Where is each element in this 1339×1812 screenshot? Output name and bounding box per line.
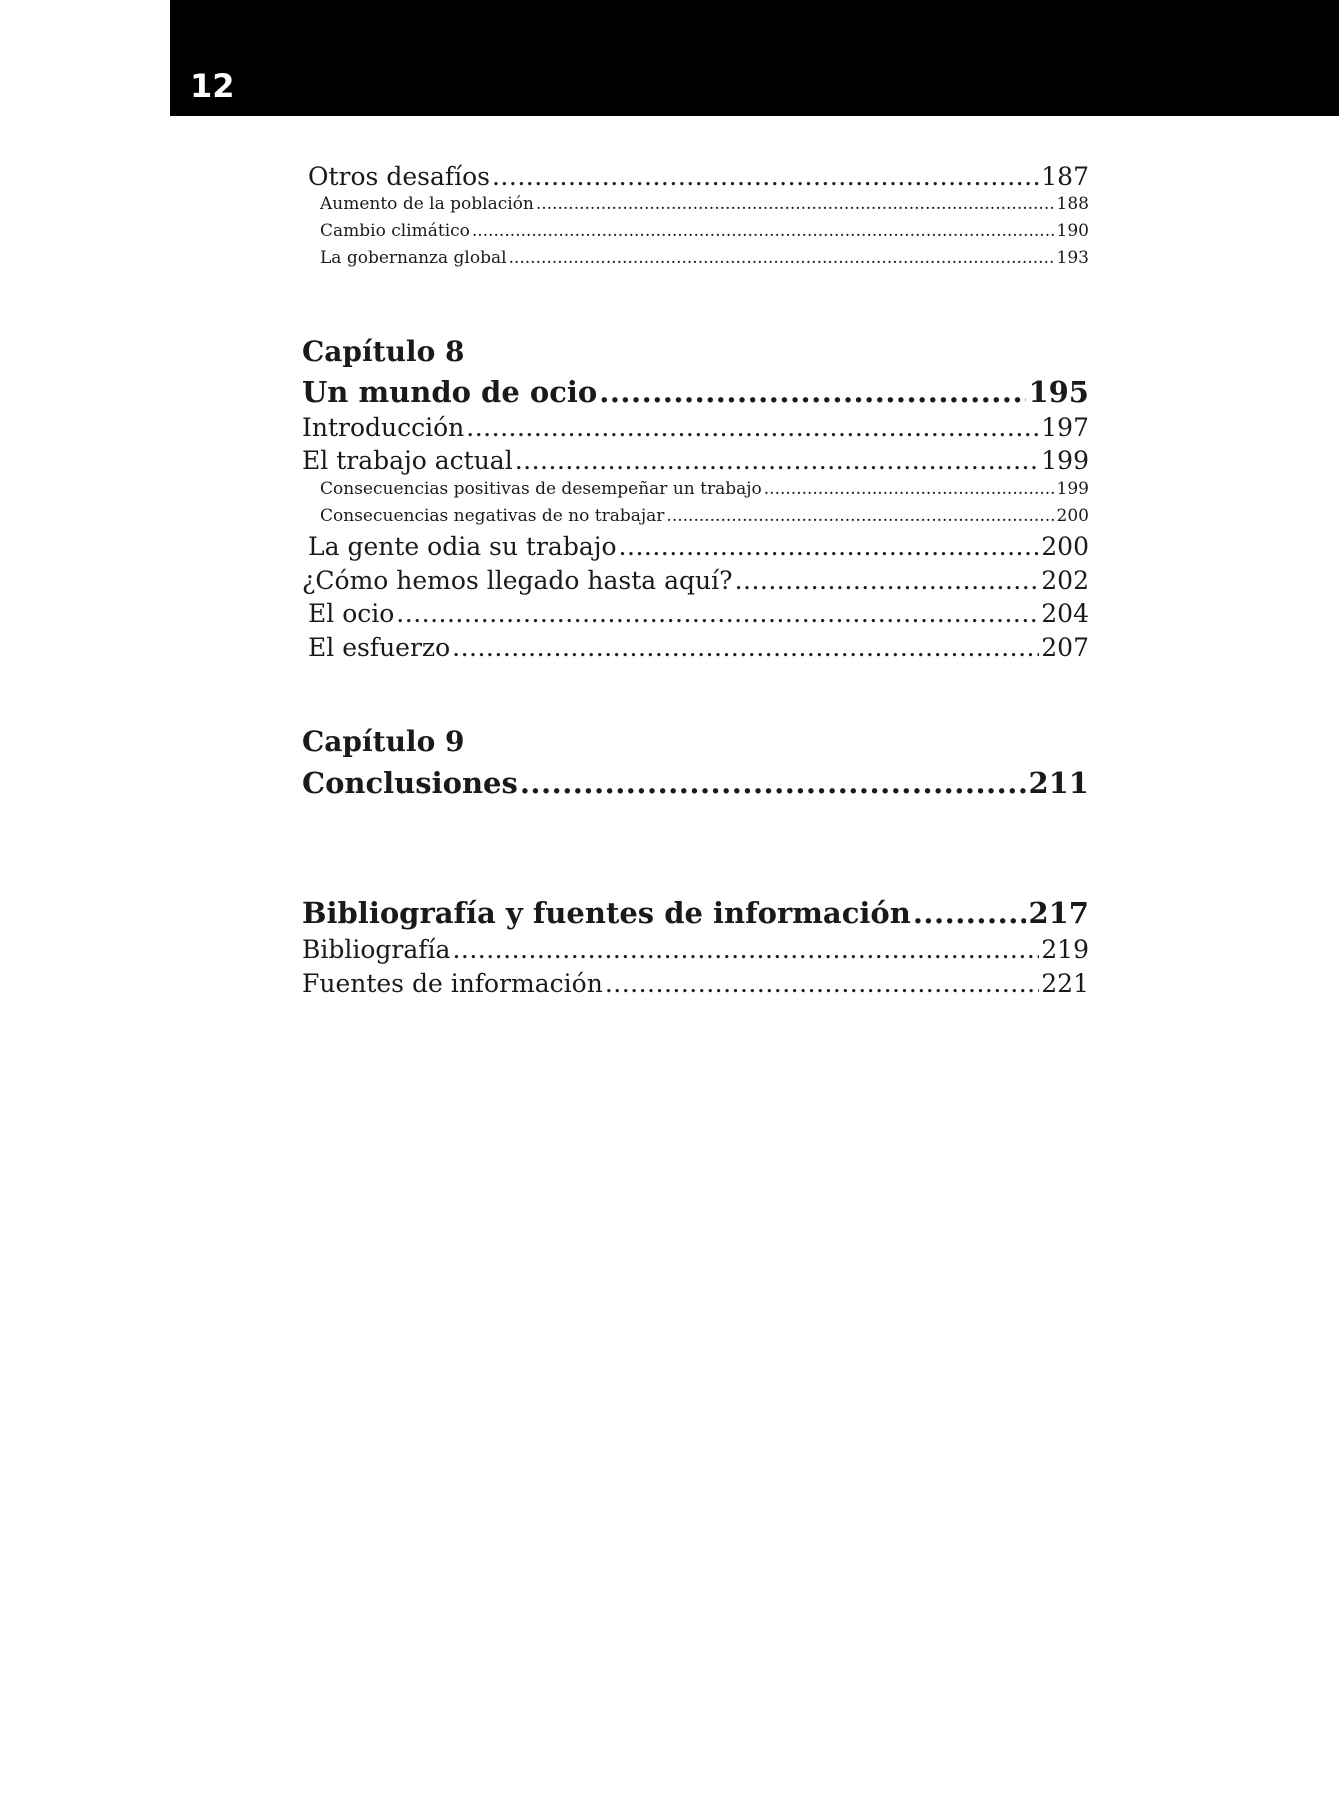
toc-entry[interactable] [302,598,1089,630]
chapter-title-entry[interactable] [302,763,1089,803]
chapter-title: Bibliografía y fuentes de información [302,896,911,930]
chapter-title: Conclusiones [302,766,518,800]
dot-leader [452,632,1039,664]
toc-entry-page: 187 [1041,162,1089,191]
toc-entry[interactable] [302,531,1089,563]
toc-entry[interactable] [302,968,1089,1000]
toc-entry-page: 204 [1041,599,1089,628]
chapter-title-entry[interactable] [302,893,1089,933]
dot-leader [509,246,1055,270]
chapter-page: 217 [1028,896,1089,930]
toc-entry-page: 199 [1056,479,1089,499]
toc-entry-page: 190 [1056,221,1089,241]
toc-entry-title: La gente odia su trabajo [308,532,617,561]
toc-entry-title: El trabajo actual [302,446,513,475]
toc-entry-title: Consecuencias positivas de desempeñar un trabajo [320,479,762,499]
toc-subentry[interactable] [302,219,1089,243]
toc-entry[interactable] [302,934,1089,966]
toc-entry-page: 207 [1041,633,1089,662]
dot-leader [619,531,1040,563]
toc-entry-title: ¿Cómo hemos llegado hasta aquí? [302,566,733,595]
toc-subentry[interactable] [302,504,1089,528]
dot-leader [536,192,1055,216]
toc-entry-title: Fuentes de información [302,969,603,998]
dot-leader [599,372,1026,412]
chapter-page: 195 [1028,375,1089,409]
chapter-title: Un mundo de ocio [302,375,598,409]
page-number: 12 [190,67,235,105]
chapter-label: Capítulo 8 [302,335,465,368]
toc-entry-title: La gobernanza global [320,248,507,268]
toc-entry[interactable] [302,412,1089,444]
toc-entry-page: 200 [1056,506,1089,526]
toc-entry-page: 221 [1041,969,1089,998]
dot-leader [605,968,1039,1000]
dot-leader [466,412,1039,444]
toc-entry-title: Consecuencias negativas de no trabajar [320,506,665,526]
dot-leader [492,161,1039,193]
dot-leader [520,763,1027,803]
toc-entry[interactable] [302,632,1089,664]
toc-entry-page: 197 [1041,413,1089,442]
toc-entry[interactable] [302,445,1089,477]
dot-leader [666,504,1054,528]
dot-leader [396,598,1039,630]
toc-entry[interactable] [302,565,1089,597]
chapter-label: Capítulo 9 [302,725,465,758]
toc-entry[interactable] [302,161,1089,193]
toc-entry-title: Otros desafíos [308,162,490,191]
toc-entry-title: El esfuerzo [308,633,451,662]
toc-entry-title: El ocio [308,599,395,628]
dot-leader [472,219,1055,243]
dot-leader [515,445,1040,477]
dot-leader [913,893,1027,933]
dot-leader [735,565,1040,597]
toc-subentry[interactable] [302,246,1089,270]
toc-entry-page: 219 [1041,935,1089,964]
toc-entry-page: 188 [1056,194,1089,214]
dot-leader [452,934,1039,966]
toc-entry-title: Bibliografía [302,935,451,964]
toc-subentry[interactable] [302,192,1089,216]
chapter-title-entry[interactable] [302,372,1089,412]
toc-entry-page: 193 [1056,248,1089,268]
chapter-page: 211 [1028,766,1089,800]
toc-entry-title: Introducción [302,413,465,442]
toc-entry-title: Aumento de la población [320,194,534,214]
toc-subentry[interactable] [302,477,1089,501]
toc-entry-title: Cambio climático [320,221,470,241]
dot-leader [764,477,1055,501]
page-header-bar [170,0,1339,116]
toc-entry-page: 199 [1041,446,1089,475]
toc-entry-page: 200 [1041,532,1089,561]
toc-entry-page: 202 [1041,566,1089,595]
